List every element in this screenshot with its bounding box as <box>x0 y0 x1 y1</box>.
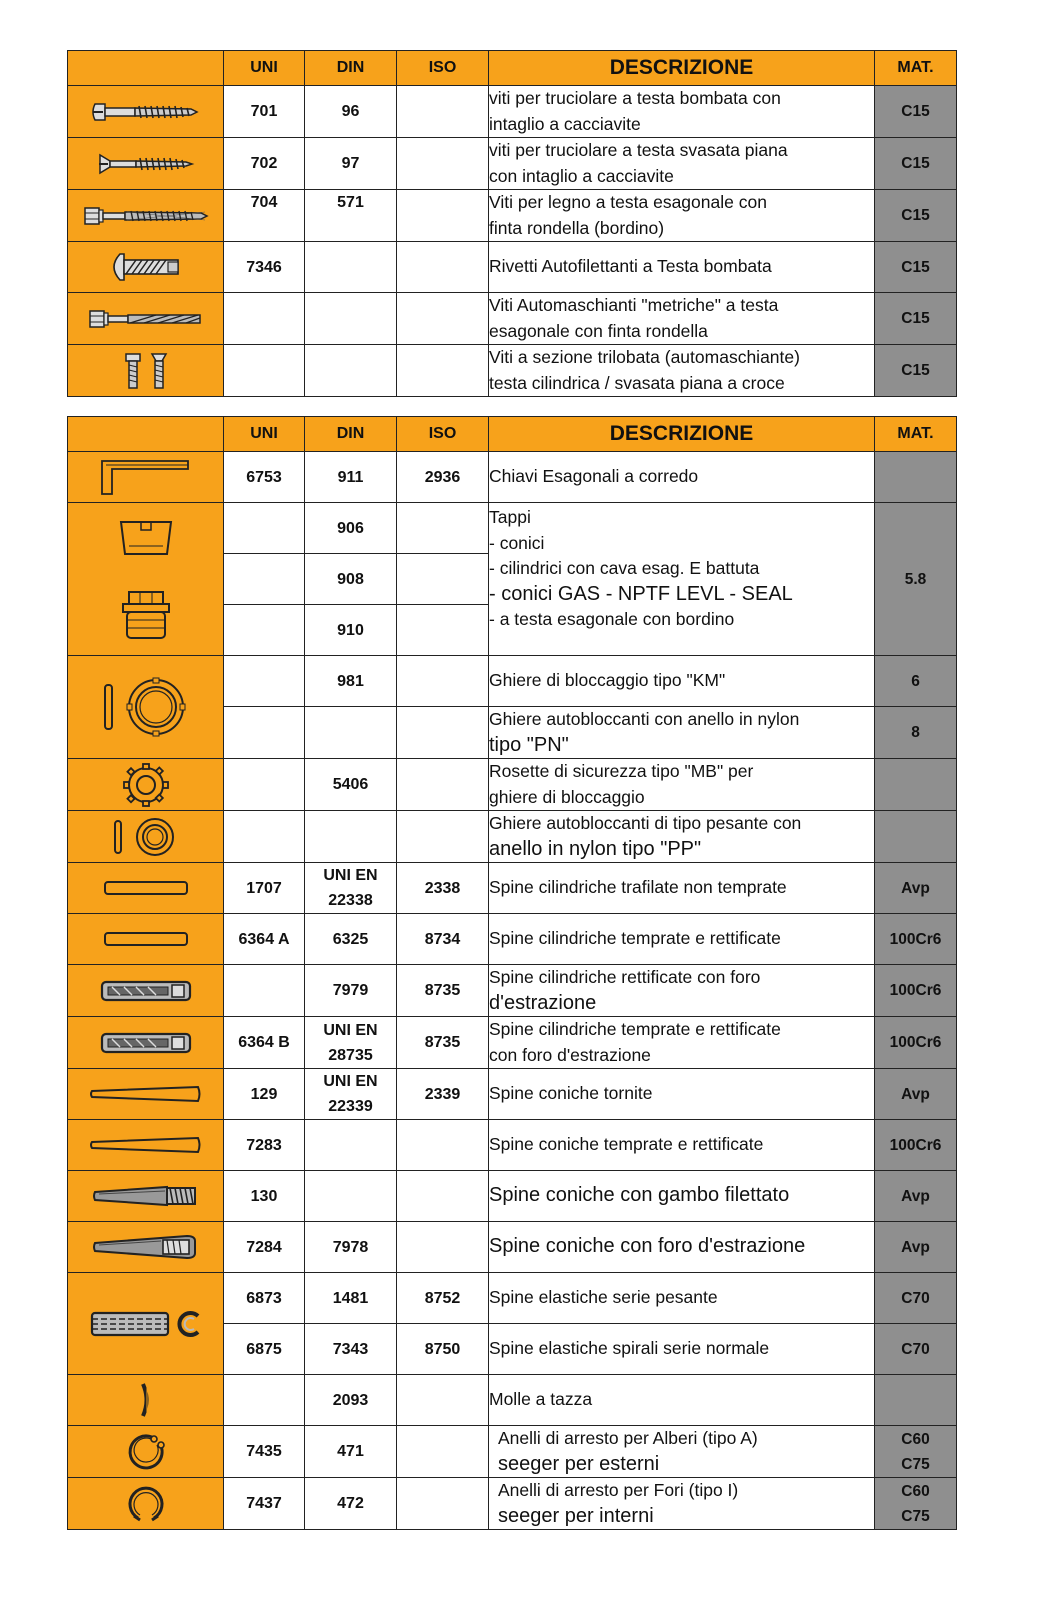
uni-code: 702 <box>224 138 305 190</box>
table-row <box>68 1375 957 1426</box>
extraction-pin-icon <box>68 965 224 1017</box>
din-code: 7343 <box>305 1324 397 1375</box>
iso-code <box>397 503 489 554</box>
iso-code: 8734 <box>397 914 489 965</box>
table-row <box>68 293 957 345</box>
table-row <box>68 138 957 190</box>
material: 6 <box>875 656 957 707</box>
description: Rivetti Autofilettanti a Testa bombata <box>489 242 875 293</box>
din-code: 6325 <box>305 914 397 965</box>
fastener-table-1 <box>67 50 957 397</box>
table-row <box>68 452 957 503</box>
material: C15 <box>875 345 957 397</box>
hex-head-wood-screw-icon <box>68 190 224 242</box>
thread-forming-hex-screw-icon <box>68 293 224 345</box>
iso-code <box>397 190 489 242</box>
header-material: MAT. <box>875 51 957 86</box>
uni-code <box>224 965 305 1017</box>
internal-circlip-icon <box>68 1478 224 1530</box>
description: Molle a tazza <box>489 1375 875 1426</box>
material: 100Cr6 <box>875 1017 957 1069</box>
material: C60 C75 <box>875 1478 957 1530</box>
material <box>875 452 957 503</box>
cylindrical-pin-icon <box>68 914 224 965</box>
header-description: DESCRIZIONE <box>489 417 875 452</box>
uni-code: 6753 <box>224 452 305 503</box>
cylindrical-pin-icon <box>68 863 224 914</box>
description: Chiavi Esagonali a corredo <box>489 452 875 503</box>
taper-pin-icon <box>68 1069 224 1120</box>
din-code: 7979 <box>305 965 397 1017</box>
header-din: DIN <box>305 51 397 86</box>
din-code: 981 <box>305 656 397 707</box>
iso-code <box>397 759 489 811</box>
table-row <box>68 1426 957 1478</box>
trilobular-screws-icon <box>68 345 224 397</box>
lock-nut-icon <box>68 656 224 759</box>
uni-code: 704 <box>224 190 305 242</box>
countersunk-wood-screw-icon <box>68 138 224 190</box>
iso-code: 8750 <box>397 1324 489 1375</box>
table-row <box>68 1120 957 1171</box>
iso-code <box>397 554 489 605</box>
description: Spine elastiche spirali serie normale <box>489 1324 875 1375</box>
description: Spine cilindriche temprate e rettificate <box>489 914 875 965</box>
self-tapping-rivet-icon <box>68 242 224 293</box>
material: 100Cr6 <box>875 965 957 1017</box>
table-row <box>68 914 957 965</box>
din-code: 906 <box>305 503 397 554</box>
round-head-wood-screw-icon <box>68 86 224 138</box>
header-iso: ISO <box>397 51 489 86</box>
material: C60 C75 <box>875 1426 957 1478</box>
iso-code <box>397 1120 489 1171</box>
table-row <box>68 656 957 707</box>
description: Anelli di arresto per Fori (tipo I) seeger per interni <box>489 1478 875 1530</box>
disc-spring-icon <box>68 1375 224 1426</box>
header-material: MAT. <box>875 417 957 452</box>
fastener-table-2 <box>67 416 957 1530</box>
iso-code: 8735 <box>397 965 489 1017</box>
material: C15 <box>875 190 957 242</box>
uni-code: 129 <box>224 1069 305 1120</box>
table-row <box>68 190 957 242</box>
material: 100Cr6 <box>875 914 957 965</box>
din-code: 2093 <box>305 1375 397 1426</box>
din-code: UNI EN 22339 <box>305 1069 397 1120</box>
iso-code <box>397 1171 489 1222</box>
iso-code <box>397 605 489 656</box>
uni-code <box>224 811 305 863</box>
uni-code: 130 <box>224 1171 305 1222</box>
din-code <box>305 242 397 293</box>
din-code <box>305 345 397 397</box>
material: Avp <box>875 1171 957 1222</box>
description: Rosette di sicurezza tipo "MB" per ghiere di bloccaggio <box>489 759 875 811</box>
description: Spine cilindriche rettificate con foro d'estrazione <box>489 965 875 1017</box>
table-row <box>68 345 957 397</box>
iso-code <box>397 1478 489 1530</box>
description: Spine cilindriche temprate e rettificate con foro d'estrazione <box>489 1017 875 1069</box>
uni-code: 1707 <box>224 863 305 914</box>
conical-plug-icon <box>111 514 181 644</box>
din-code: 96 <box>305 86 397 138</box>
description: Anelli di arresto per Alberi (tipo A) seeger per esterni <box>489 1426 875 1478</box>
din-code: 5406 <box>305 759 397 811</box>
description: Spine coniche con gambo filettato <box>489 1171 875 1222</box>
hex-plug-icon <box>123 592 169 638</box>
material: Avp <box>875 1222 957 1273</box>
material: C15 <box>875 242 957 293</box>
din-code: 908 <box>305 554 397 605</box>
iso-code <box>397 293 489 345</box>
uni-code: 6873 <box>224 1273 305 1324</box>
din-code <box>305 707 397 759</box>
uni-code: 6875 <box>224 1324 305 1375</box>
table-header-row <box>68 417 957 452</box>
din-code: 472 <box>305 1478 397 1530</box>
uni-code: 7283 <box>224 1120 305 1171</box>
iso-code: 2338 <box>397 863 489 914</box>
header-din: DIN <box>305 417 397 452</box>
header-description: DESCRIZIONE <box>489 51 875 86</box>
tab-washer-icon <box>68 759 224 811</box>
uni-code: 7284 <box>224 1222 305 1273</box>
uni-code: 6364 B <box>224 1017 305 1069</box>
din-code: UNI EN 28735 <box>305 1017 397 1069</box>
taper-pin-hole-icon <box>68 1222 224 1273</box>
iso-code <box>397 138 489 190</box>
uni-code <box>224 503 305 554</box>
iso-code: 8752 <box>397 1273 489 1324</box>
uni-code <box>224 1375 305 1426</box>
header-uni: UNI <box>224 417 305 452</box>
iso-code <box>397 1222 489 1273</box>
iso-code: 8735 <box>397 1017 489 1069</box>
table-row <box>68 1171 957 1222</box>
din-code: 571 <box>305 190 397 242</box>
description: viti per truciolare a testa bombata con intaglio a cacciavite <box>489 86 875 138</box>
description: Ghiere autobloccanti di tipo pesante con anello in nylon tipo "PP" <box>489 811 875 863</box>
iso-code <box>397 811 489 863</box>
din-code: 1481 <box>305 1273 397 1324</box>
table-row <box>68 1222 957 1273</box>
din-code <box>305 811 397 863</box>
header-image-cell <box>68 51 224 86</box>
description: Spine elastiche serie pesante <box>489 1273 875 1324</box>
iso-code <box>397 1375 489 1426</box>
table-row <box>68 1069 957 1120</box>
din-code <box>305 1120 397 1171</box>
din-code: 471 <box>305 1426 397 1478</box>
uni-code <box>224 759 305 811</box>
spring-pin-icon <box>68 1273 224 1375</box>
iso-code <box>397 1426 489 1478</box>
material: C15 <box>875 293 957 345</box>
table-row <box>68 863 957 914</box>
din-code <box>305 1171 397 1222</box>
uni-code: 7346 <box>224 242 305 293</box>
material: 100Cr6 <box>875 1120 957 1171</box>
iso-code <box>397 707 489 759</box>
table-header-row <box>68 51 957 86</box>
din-code: 97 <box>305 138 397 190</box>
heavy-lock-nut-icon <box>68 811 224 863</box>
material: C15 <box>875 86 957 138</box>
din-code <box>305 293 397 345</box>
description: viti per truciolare a testa svasata piana con intaglio a cacciavite <box>489 138 875 190</box>
din-code: 910 <box>305 605 397 656</box>
uni-code <box>224 656 305 707</box>
plugs-image-cell <box>68 503 224 656</box>
iso-code: 2936 <box>397 452 489 503</box>
description: Ghiere di bloccaggio tipo "KM" <box>489 656 875 707</box>
table-row <box>68 1017 957 1069</box>
material <box>875 1375 957 1426</box>
uni-code <box>224 554 305 605</box>
hex-key-icon <box>68 452 224 503</box>
description: Spine coniche tornite <box>489 1069 875 1120</box>
table-row <box>68 86 957 138</box>
table-row <box>68 965 957 1017</box>
description: Viti Automaschianti "metriche" a testa esagonale con finta rondella <box>489 293 875 345</box>
table-row <box>68 1478 957 1530</box>
header-uni: UNI <box>224 51 305 86</box>
uni-code <box>224 293 305 345</box>
table-row <box>68 759 957 811</box>
description: Spine coniche con foro d'estrazione <box>489 1222 875 1273</box>
description: Ghiere autobloccanti con anello in nylon tipo "PN" <box>489 707 875 759</box>
iso-code <box>397 345 489 397</box>
table-row <box>68 1273 957 1324</box>
description: Viti a sezione trilobata (automaschiante) testa cilindrica / svasata piana a croce <box>489 345 875 397</box>
external-circlip-icon <box>68 1426 224 1478</box>
taper-pin-icon <box>68 1120 224 1171</box>
uni-code <box>224 707 305 759</box>
material: Avp <box>875 863 957 914</box>
table-row <box>68 503 957 554</box>
uni-code: 7435 <box>224 1426 305 1478</box>
din-code: 911 <box>305 452 397 503</box>
uni-code <box>224 605 305 656</box>
din-code: UNI EN 22338 <box>305 863 397 914</box>
uni-code: 701 <box>224 86 305 138</box>
table-row <box>68 242 957 293</box>
material: Avp <box>875 1069 957 1120</box>
extraction-pin-icon <box>68 1017 224 1069</box>
threaded-taper-pin-icon <box>68 1171 224 1222</box>
uni-code: 7437 <box>224 1478 305 1530</box>
iso-code <box>397 242 489 293</box>
iso-code <box>397 86 489 138</box>
material <box>875 811 957 863</box>
material: C70 <box>875 1273 957 1324</box>
description: Tappi - conici - cilindrici con cava esag. E battuta - conici GAS - NPTF LEVL - SEAL - a testa esagonale con bordino <box>489 503 875 656</box>
header-iso: ISO <box>397 417 489 452</box>
iso-code: 2339 <box>397 1069 489 1120</box>
din-code: 7978 <box>305 1222 397 1273</box>
uni-code <box>224 345 305 397</box>
material: C15 <box>875 138 957 190</box>
material: 8 <box>875 707 957 759</box>
description: Spine cilindriche trafilate non temprate <box>489 863 875 914</box>
description: Spine coniche temprate e rettificate <box>489 1120 875 1171</box>
material <box>875 759 957 811</box>
description: Viti per legno a testa esagonale con finta rondella (bordino) <box>489 190 875 242</box>
iso-code <box>397 656 489 707</box>
header-image-cell <box>68 417 224 452</box>
table-row <box>68 811 957 863</box>
material: C70 <box>875 1324 957 1375</box>
uni-code: 6364 A <box>224 914 305 965</box>
material: 5.8 <box>875 503 957 656</box>
